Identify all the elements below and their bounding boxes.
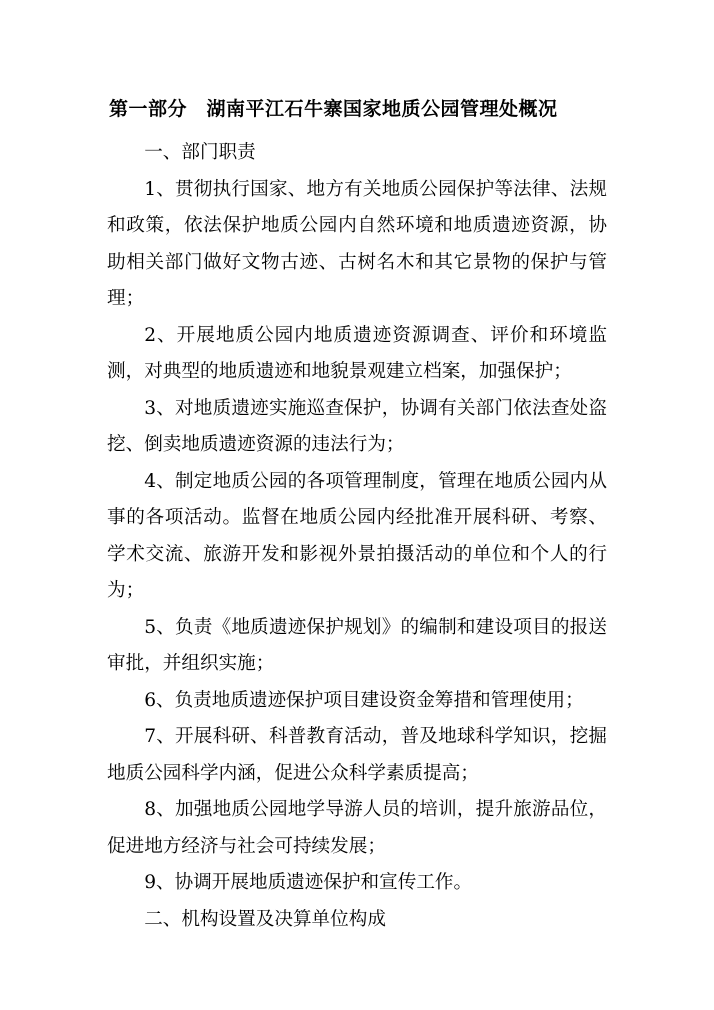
- duty-item-4: 4、制定地质公园的各项管理制度，管理在地质公园内从事的各项活动。监督在地质公园内经批准开展科研、考察、学术交流、旅游开发和影视外景拍摄活动的单位和个人的行为；: [107, 470, 607, 601]
- section-heading-duties: 一、部门职责: [144, 142, 256, 163]
- section-heading-organization: 二、机构设置及决算单位构成: [144, 908, 386, 930]
- document-body: [107, 135, 607, 938]
- duty-item-9: 9、协调开展地质遗迹保护和宣传工作。: [144, 872, 473, 893]
- duty-item-5: 5、负责《地质遗迹保护规划》的编制和建设项目的报送审批，并组织实施；: [107, 616, 607, 674]
- duty-item-7: 7、开展科研、科普教育活动，普及地球科学知识，挖掘地质公园科学内涵，促进公众科学素质提高；: [107, 726, 607, 784]
- duty-item-8: 8、加强地质公园地学导游人员的培训，提升旅游品位，促进地方经济与社会可持续发展；: [107, 799, 607, 857]
- duty-item-2: 2、开展地质公园内地质遗迹资源调查、评价和环境监测，对典型的地质遗迹和地貌景观建立档案，加强保护；: [107, 324, 607, 382]
- duty-item-1: 1、贯彻执行国家、地方有关地质公园保护等法律、法规和政策，依法保护地质公园内自然环境和地质遗迹资源，协助相关部门做好文物古迹、古树名木和其它景物的保护与管理；: [107, 178, 607, 309]
- duty-item-6: 6、负责地质遗迹保护项目建设资金筹措和管理使用；: [144, 689, 584, 711]
- page-title: 第一部分 湖南平江石牛寨国家地质公园管理处概况: [109, 98, 558, 120]
- duty-item-3: 3、对地质遗迹实施巡查保护，协调有关部门依法查处盗挖、倒卖地质遗迹资源的违法行为；: [107, 397, 607, 455]
